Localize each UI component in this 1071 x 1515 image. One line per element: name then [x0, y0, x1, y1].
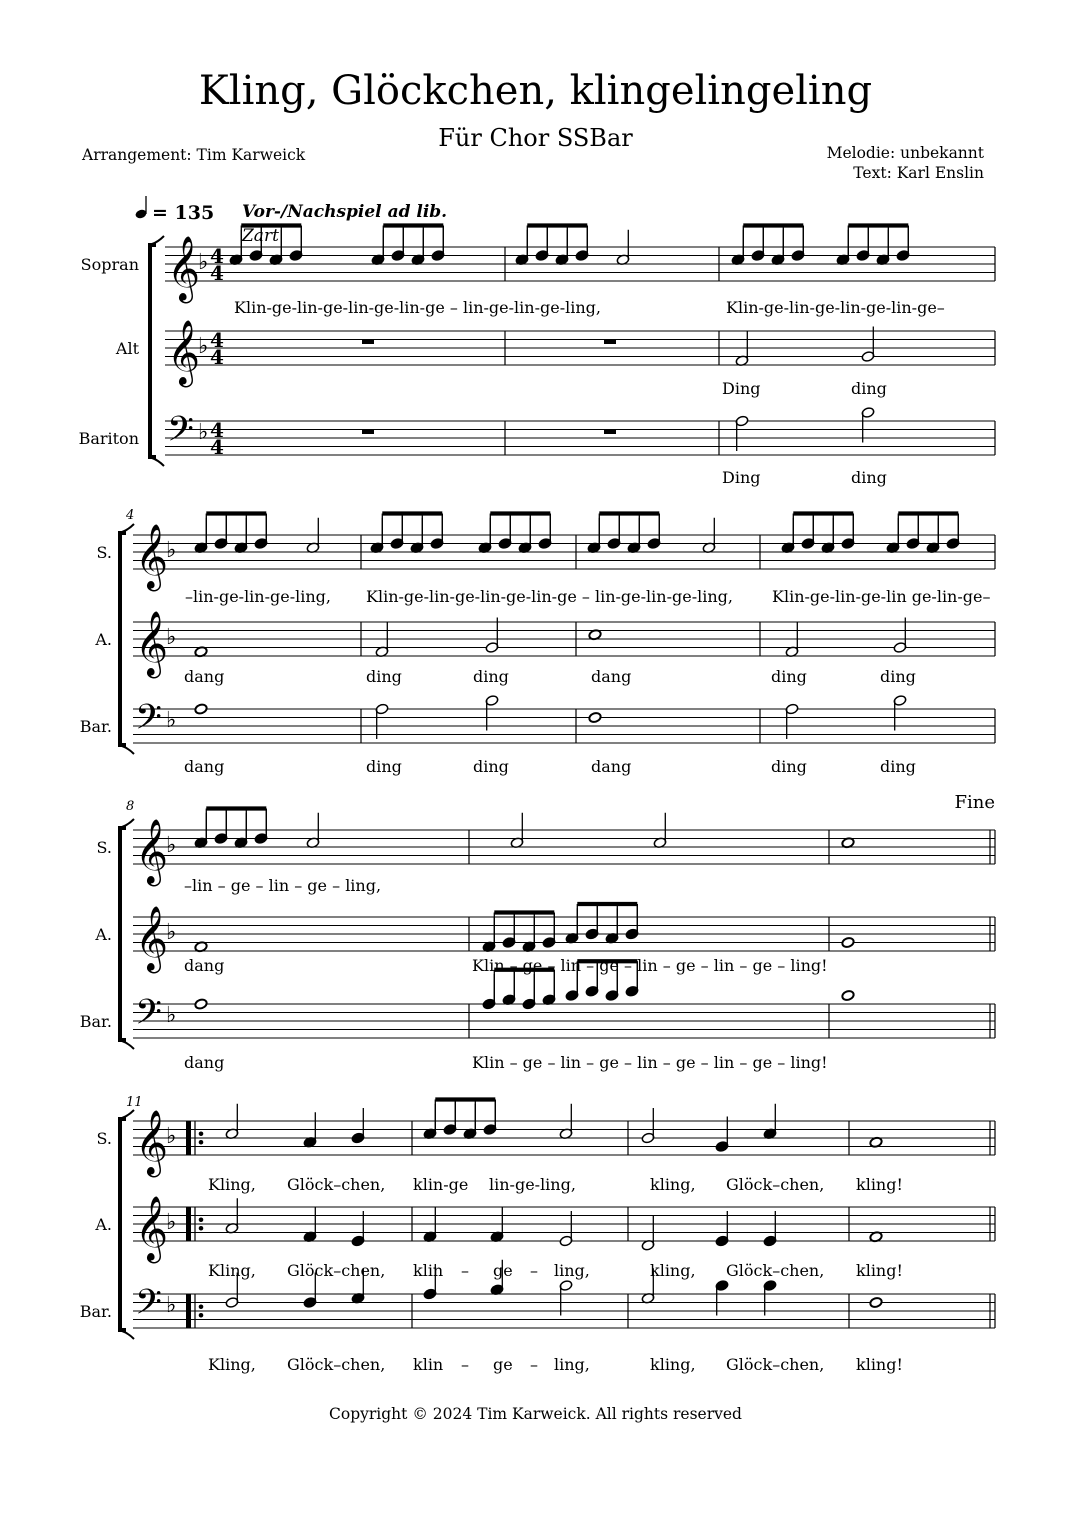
- staff-label-sopran: Sopran: [80, 255, 139, 274]
- lyric-soprano: Glöck–chen,: [287, 1175, 386, 1194]
- lyric-soprano: –lin – ge – lin – ge – ling,: [184, 876, 382, 895]
- flat-icon: ♭: [166, 1292, 177, 1318]
- lyric-alto: dang: [184, 956, 225, 975]
- lyric-bariton: ding: [880, 757, 916, 776]
- time-signature-top: 4: [210, 328, 224, 352]
- treble-clef-icon: 𝄞: [167, 236, 201, 301]
- system-bracket-tip: [122, 1110, 134, 1118]
- staff-label-bar: Bar.: [79, 1302, 112, 1321]
- lyric-bariton: ding: [366, 757, 402, 776]
- note-head: [588, 712, 602, 724]
- note-head: [194, 703, 208, 715]
- time-signature-top: 4: [210, 418, 224, 442]
- treble-clef-icon: 𝄞: [135, 611, 169, 676]
- lyric-soprano: Kling,: [208, 1175, 256, 1194]
- expression-mark: Zart: [242, 226, 279, 246]
- bass-clef-icon: 𝄢: [135, 696, 163, 746]
- fine-mark: Fine: [954, 792, 995, 813]
- lyric-alto: ling,: [554, 1261, 590, 1280]
- lyric-soprano: Glöck–chen,: [726, 1175, 825, 1194]
- lyric-alto: kling!: [856, 1261, 903, 1280]
- lyric-bariton: ding: [771, 757, 807, 776]
- time-signature-bottom: 4: [210, 345, 224, 369]
- system-bracket-tip: [122, 1331, 134, 1339]
- lyric-bariton: Glöck–chen,: [287, 1355, 386, 1374]
- repeat-thick-bar: [186, 1121, 191, 1155]
- system-bracket: [120, 533, 126, 745]
- lyric-bariton: dang: [591, 757, 632, 776]
- measure-number: 4: [126, 508, 135, 523]
- repeat-dot: [199, 1313, 204, 1318]
- lyric-alto: Kling,: [208, 1261, 256, 1280]
- lyric-soprano: kling,: [650, 1175, 696, 1194]
- bass-clef-icon: 𝄢: [167, 408, 195, 458]
- lyric-alto: kling,: [650, 1261, 696, 1280]
- staff-label-s: S.: [96, 838, 112, 857]
- flat-icon: ♭: [166, 1124, 177, 1149]
- note-head: [841, 937, 855, 949]
- note-head: [841, 990, 855, 1002]
- lyric-alto: Ding: [722, 379, 761, 398]
- lyric-alto: –: [530, 1261, 538, 1280]
- staff-label-bar: Bar.: [79, 717, 112, 736]
- flat-icon: ♭: [166, 625, 177, 650]
- lyric-bariton: Klin – ge – lin – ge – lin – ge – lin – ge – ling!: [472, 1053, 828, 1072]
- lyric-soprano: Klin-ge-lin-ge-lin-ge-lin-ge – lin-ge-lin-ge-ling,: [366, 587, 733, 606]
- lyric-bariton: –: [530, 1355, 538, 1374]
- tempo-mark: = 135: [152, 202, 215, 224]
- lyric-bariton: dang: [184, 757, 225, 776]
- staff-label-alt: Alt: [115, 339, 139, 358]
- staff-label-a: A.: [95, 630, 112, 649]
- system-bracket: [150, 245, 156, 457]
- whole-rest: [604, 340, 616, 345]
- lyric-alto: dang: [184, 667, 225, 686]
- lyric-bariton: ding: [851, 468, 887, 487]
- repeat-dot: [199, 1304, 204, 1309]
- measure-number: 8: [126, 799, 135, 814]
- system-bracket-tip: [122, 819, 134, 827]
- score-title: Kling, Glöckchen, klingelingeling: [198, 68, 873, 114]
- whole-rest: [604, 430, 616, 435]
- flat-icon: ♭: [166, 920, 177, 945]
- system-bracket: [120, 1119, 126, 1330]
- flat-icon: ♭: [198, 419, 209, 445]
- flat-icon: ♭: [166, 1210, 177, 1235]
- note-head: [194, 998, 208, 1010]
- treble-clef-icon: 𝄞: [135, 1196, 169, 1261]
- lyric-bariton: Kling,: [208, 1355, 256, 1374]
- flat-icon: ♭: [166, 1002, 177, 1028]
- lyric-bariton: kling!: [856, 1355, 903, 1374]
- whole-rest: [362, 430, 374, 435]
- time-signature-bottom: 4: [210, 435, 224, 459]
- lyric-alto: Glöck–chen,: [287, 1261, 386, 1280]
- whole-rest: [362, 340, 374, 345]
- lyric-bariton: Glöck–chen,: [726, 1355, 825, 1374]
- flat-icon: ♭: [198, 250, 209, 275]
- staff-label-a: A.: [95, 1215, 112, 1234]
- repeat-dot: [199, 1140, 204, 1145]
- treble-clef-icon: 𝄞: [135, 524, 169, 589]
- flat-icon: ♭: [166, 538, 177, 563]
- lyric-alto: ding: [473, 667, 509, 686]
- time-signature-bottom: 4: [210, 261, 224, 285]
- lyric-bariton: ding: [473, 757, 509, 776]
- time-signature-top: 4: [210, 244, 224, 268]
- lyric-bariton: ling,: [554, 1355, 590, 1374]
- measure-number: 11: [126, 1095, 143, 1110]
- lyric-alto: Klin – ge – lin – ge – lin – ge – lin – ge – ling!: [472, 956, 828, 975]
- lyric-alto: ding: [880, 667, 916, 686]
- lyric-bariton: ge: [493, 1355, 513, 1374]
- flat-icon: ♭: [166, 707, 177, 733]
- flat-icon: ♭: [166, 833, 177, 858]
- system-bracket-tip: [122, 1041, 134, 1049]
- staff-label-bariton: Bariton: [78, 429, 139, 448]
- arranger-credit: Arrangement: Tim Karweick: [82, 146, 306, 164]
- treble-clef-icon: 𝄞: [135, 819, 169, 884]
- bass-clef-icon: 𝄢: [135, 991, 163, 1041]
- score-subtitle: Für Chor SSBar: [438, 124, 633, 152]
- lyric-soprano: Klin-ge-lin-ge-lin ge-lin-ge–: [772, 587, 991, 606]
- repeat-thick-bar: [186, 1294, 191, 1328]
- lyric-bariton: dang: [184, 1053, 225, 1072]
- lyric-alto: klin: [413, 1261, 444, 1280]
- flat-icon: ♭: [198, 334, 209, 359]
- lyric-soprano: –lin-ge-lin-ge-ling,: [185, 587, 331, 606]
- treble-clef-icon: 𝄞: [167, 320, 201, 385]
- copyright: Copyright © 2024 Tim Karweick. All rights reserved: [329, 1405, 742, 1423]
- repeat-thick-bar: [186, 1207, 191, 1241]
- lyric-soprano: kling!: [856, 1175, 903, 1194]
- staff-label-s: S.: [96, 1129, 112, 1148]
- lyric-alto: ding: [851, 379, 887, 398]
- system-bracket-tip: [152, 236, 164, 244]
- lyric-bariton: klin: [413, 1355, 444, 1374]
- lyric-alto: Glöck–chen,: [726, 1261, 825, 1280]
- system-bracket: [120, 828, 126, 1040]
- staff-label-a: A.: [95, 925, 112, 944]
- bass-clef-icon: 𝄢: [135, 1281, 163, 1331]
- lyric-bariton: Ding: [722, 468, 761, 487]
- system-bracket-tip: [122, 524, 134, 532]
- repeat-dot: [199, 1131, 204, 1136]
- lyric-soprano: Klin-ge-lin-ge-lin-ge-lin-ge–: [726, 298, 945, 317]
- system-bracket-tip: [152, 458, 164, 466]
- lyric-soprano: klin-ge: [413, 1175, 469, 1194]
- note-head: [869, 1297, 883, 1309]
- lyric-soprano: Klin-ge-lin-ge-lin-ge-lin-ge – lin-ge-lin-ge-ling,: [234, 298, 601, 317]
- system-bracket-tip: [122, 746, 134, 754]
- staff-label-bar: Bar.: [79, 1012, 112, 1031]
- tempo-instruction: Vor-/Nachspiel ad lib.: [242, 202, 448, 222]
- lyric-bariton: –: [461, 1355, 469, 1374]
- lyric-bariton: kling,: [650, 1355, 696, 1374]
- lyric-alto: –: [461, 1261, 469, 1280]
- staff-label-s: S.: [96, 543, 112, 562]
- lyric-alto: dang: [591, 667, 632, 686]
- repeat-dot: [199, 1217, 204, 1222]
- lyric-alto: ding: [771, 667, 807, 686]
- lyric-soprano: lin-ge-ling,: [489, 1175, 576, 1194]
- poet-credit: Text: Karl Enslin: [853, 164, 984, 182]
- repeat-dot: [199, 1226, 204, 1231]
- treble-clef-icon: 𝄞: [135, 906, 169, 971]
- composer-credit: Melodie: unbekannt: [826, 144, 984, 162]
- lyric-alto: ge: [493, 1261, 513, 1280]
- lyric-alto: ding: [366, 667, 402, 686]
- treble-clef-icon: 𝄞: [135, 1110, 169, 1175]
